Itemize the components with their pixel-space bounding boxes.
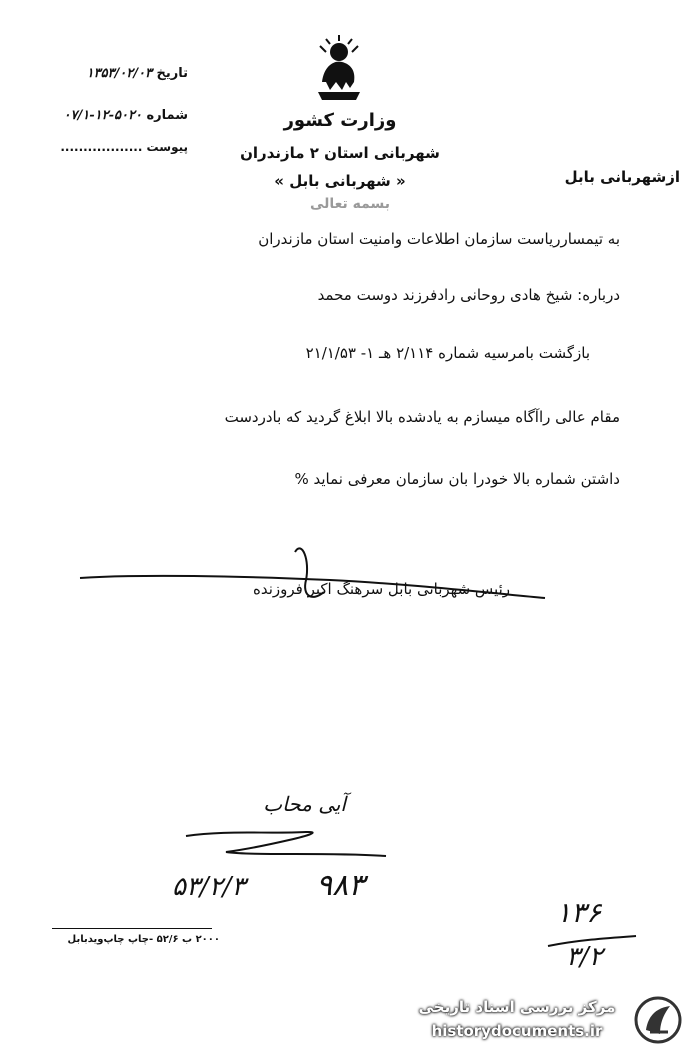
watermark-org-name: مرکز بررسی اسناد تاریخی <box>418 998 616 1016</box>
watermark-logo-icon <box>634 996 682 1044</box>
subject-line: درباره: شیخ هادی روحانی رادفرزند دوست محمد <box>317 286 620 304</box>
handwritten-stroke <box>186 828 426 868</box>
body-paragraph-line-1: مقام عالی راآگاه میسازم به یادشده بالا ابلاغ گردید که بادردست <box>224 408 620 426</box>
reference-line: بازگشت بامرسیه شماره ۲/۱۱۴ هـ ۱- ۲۱/۱/۵۳ <box>305 344 590 362</box>
footer-rule <box>52 928 212 929</box>
signature-line: رئیس شهربانی بابل سرهنگ اکبر فروزنده <box>252 580 510 598</box>
corner-date: ۳/۲ <box>566 942 603 972</box>
date-label: تاریخ <box>156 66 188 81</box>
signature-scribble <box>80 540 550 630</box>
number-row <box>48 108 188 123</box>
body-paragraph-line-2: داشتن شماره بالا خودرا بان سازمان معرفی نماید % <box>294 470 620 488</box>
print-line: ۲۰۰۰ ب ۵۲/۶ -چاپ چاپ‌و‌یدبابل <box>67 934 220 945</box>
date-value: ۱۳۵۳/۰۲/۰۳ <box>86 66 152 81</box>
ministry-title: وزارت کشور <box>283 110 397 131</box>
handwritten-note: آیی محاب <box>263 792 346 816</box>
babol-police: « شهربانی بابل » <box>274 172 406 190</box>
from-line: ازشهربانی بابل <box>564 168 680 186</box>
lion-and-sun-emblem <box>316 38 362 102</box>
number-label: شماره <box>146 108 188 123</box>
stamp-text: بسمه تعالی <box>309 196 391 212</box>
addressee-line: به تیمسارریاست سازمان اطلاعات وامنیت استان مازندران <box>258 230 620 248</box>
corner-number: ۱۳۶ <box>556 896 602 929</box>
date-row <box>58 66 188 81</box>
provincial-police: شهربانی استان ۲ مازندران <box>240 144 440 162</box>
number-value: ۵۰۲۰-۱۲-۰۷/۱ <box>63 108 142 123</box>
register-date: ۵۳/۲/۳ <box>172 872 246 902</box>
attachment-row: پیوست .................. <box>60 140 188 154</box>
register-number: ۹۸۳ <box>316 868 365 903</box>
watermark-site: historydocuments.ir <box>431 1022 603 1040</box>
